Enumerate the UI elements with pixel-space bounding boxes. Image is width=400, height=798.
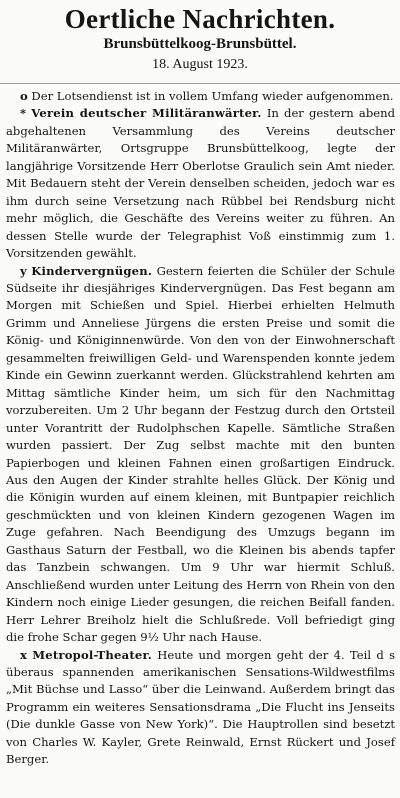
article-text: Der Lotsendienst ist in vollem Umfang wieder aufgenommen. xyxy=(31,89,394,103)
article-childrens-fair xyxy=(6,263,395,647)
item-marker: * xyxy=(20,106,27,121)
header-divider xyxy=(0,83,400,84)
article-keyword: Verein deutscher Militäranwärter. xyxy=(31,106,262,121)
article-text: Gestern feierten die Schüler der Schule Südseite ihr diesjähriges Kindervergnügen. Das Fest begann am Morgen mit Schießen und Spiel. Hierbei erhielten Helmuth Grimm und Anneliese Jürgens die ersten Preise und somit die König- und Königinnenwürde. Von den von der Einwohnerschaft gesammelten freiwilligen Geld- und Warenspenden konnte jedem Kinde ein Gewinn zuerkannt werden. Glückstrahlend kehrten am Mittag sämtliche Kinder heim, um sich für den Nachmittag vorzubereiten. Um 2 Uhr begann der Festzug durch den Ortsteil unter Vorantritt der Rudolphschen Kapelle. Sämtliche Straßen wurden passiert. Der Zug selbst machte mit den bunten Papierbogen und kleinen Fahnen einen großartigen Eindruck. Aus den Augen der Kinder strahlte helles Glück. Der König und die Königin wurden auf einem kleinen, mit Buntpapier reichlich geschmückten und von kleinen Kindern gezogenen Wagen im Zuge gefahren. Nach Beendigung des Umzugs begann im Gasthaus Saturn der Festball, wo die Kleinen bis abends tapfer das Tanzbein schwangen. Um 9 Uhr war hiermit Schluß. Anschließend wurden unter Leitung des Herrn von Rhein von den Kindern noch einige Lieder gesungen, die reichen Beifall fanden. Herr Lehrer Breiholz hielt die Schlußrede. Voll befriedigt ging die frohe Schar gegen 9½ Uhr nach Hause. xyxy=(6,263,396,645)
dateline: 18. August 1923. xyxy=(152,57,248,72)
article-military-association xyxy=(6,105,395,262)
item-marker: x xyxy=(20,647,27,662)
article-body xyxy=(6,88,395,769)
article-text: In der gestern abend abgehaltenen Versammlung des Vereins deutscher Militäranwärter, Ortsgruppe Brunsbüttelkoog, legte der langjährige Vorsitzende Herr Oberlotse Graulich sein Amt nieder. Mit Bedauern steht der Verein denselben scheiden, jedoch war es ihm durch seine Versetzung nach Rübbel bei Rendsburg nicht mehr möglich, die Geschäfte des Vereins weiter zu führen. An dessen Stelle wurde der Telegraphist Voß einstimmig zum 1. Vorsitzenden gewählt. xyxy=(6,106,396,261)
section-header xyxy=(0,0,400,84)
item-marker: o xyxy=(20,89,28,103)
article-keyword: Metropol-Theater. xyxy=(32,647,152,662)
item-marker: y xyxy=(20,263,27,278)
article-keyword: Kindervergnügen. xyxy=(31,263,153,278)
section-title: Oertliche Nachrichten. xyxy=(64,4,336,34)
article-pilot-service xyxy=(6,88,395,105)
article-text: Heute und morgen geht der 4. Teil d s überaus spannenden amerikanischen Sensations-Wildwestfilms „Mit Büchse und Lasso“ über die Leinwand. Außerdem bringt das Programm ein weiteres Sensationsdrama „Die Flucht ins Jenseits (Die dunkle Gasse von New York)“. Die Hauptrollen sind besetzt von Charles W. Kayler, Grete Reinwald, Ernst Rückert und Josef Berger. xyxy=(6,647,396,767)
article-metropol-theater xyxy=(6,647,395,769)
location-subtitle: Brunsbüttelkoog-Brunsbüttel. xyxy=(103,36,297,52)
